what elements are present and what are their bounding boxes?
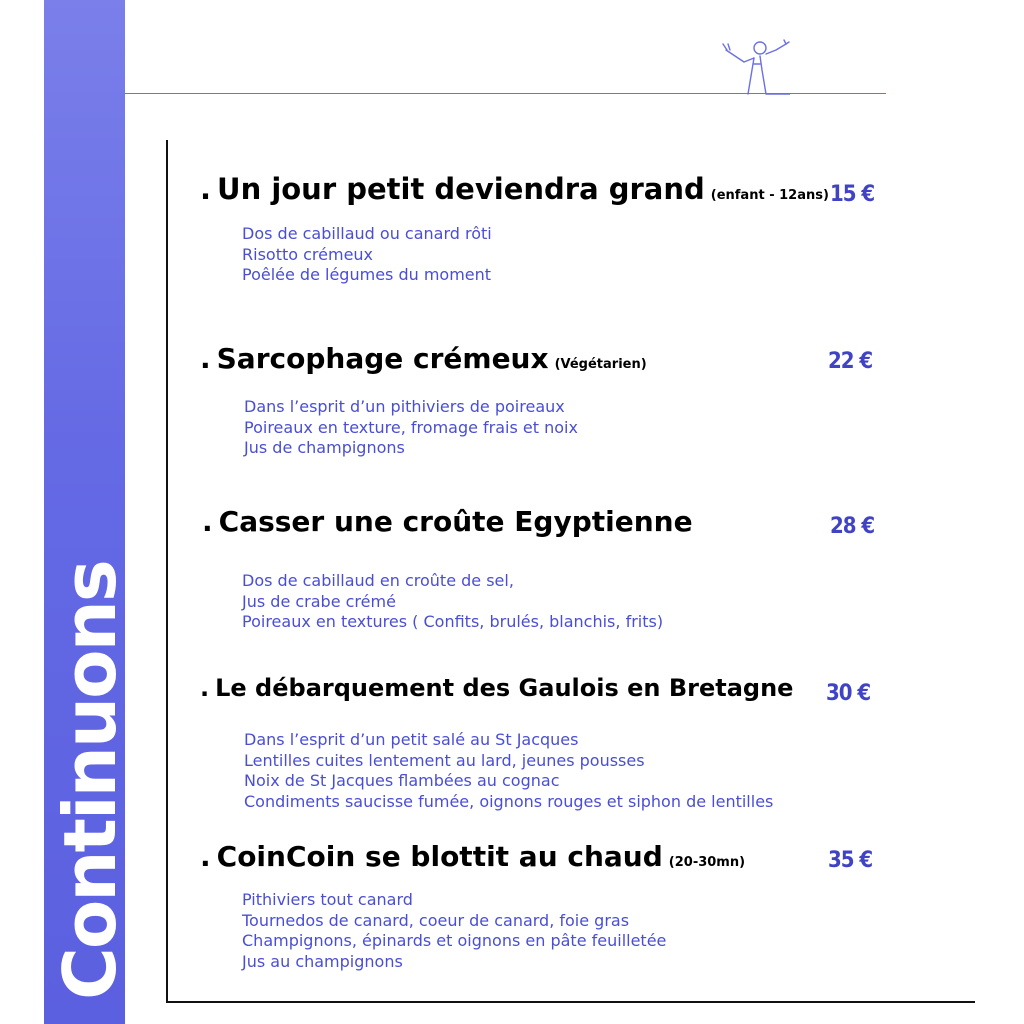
dish-description-line: Jus au champignons	[242, 951, 403, 971]
dish-description-line: Poireaux en texture, fromage frais et noix	[244, 417, 578, 437]
dish-title-text: Sarcophage crémeux	[216, 342, 549, 375]
dish-title: . Un jour petit deviendra grand (enfant - 12ans)	[200, 172, 829, 206]
dish-title: . Le débarquement des Gaulois en Bretagne	[200, 674, 794, 702]
dish-description-line: Lentilles cuites lentement au lard, jeunes pousses	[244, 750, 645, 770]
dish-price: 30 €	[826, 681, 871, 706]
dish-description-line: Jus de champignons	[244, 438, 405, 457]
dish-title: . Casser une croûte Egyptienne	[202, 505, 693, 538]
dish-note: (20-30mn)	[668, 855, 746, 870]
dish-description	[242, 224, 492, 286]
dish-description-line: Champignons, épinards et oignons en pâte feuilletée	[242, 931, 667, 950]
dish-description-line: Dans l’esprit d’un pithiviers de poireaux	[244, 397, 565, 416]
dish-description	[244, 730, 773, 812]
dish-description-line: Poireaux en textures ( Confits, brulés, blanchis, frits)	[242, 612, 664, 631]
dish-title-text: Le débarquement des Gaulois en Bretagne	[215, 674, 794, 702]
dish-title-text: Un jour petit deviendra grand	[217, 172, 705, 206]
dish-title: . CoinCoin se blottit au chaud (20-30mn)	[200, 840, 746, 873]
dish-description	[242, 890, 666, 972]
dish-description-line: Dos de cabillaud ou canard rôti	[242, 224, 492, 243]
dish-price: 22 €	[828, 349, 873, 374]
dish-price: 28 €	[830, 514, 875, 539]
dish-description-line: Poêlée de légumes du moment	[242, 265, 492, 284]
dish-title-text: Casser une croûte Egyptienne	[218, 505, 693, 538]
sidebar-title: Continuons	[48, 561, 132, 1000]
dish-description-line: Noix de St Jacques flambées au cognac	[244, 771, 560, 790]
dish-note: (Végétarien)	[554, 357, 647, 372]
dish-description	[244, 397, 578, 459]
dish-description-line: Risotto crémeux	[242, 244, 374, 264]
dish-title-text: CoinCoin se blottit au chaud	[216, 840, 663, 873]
dish-description-line: Condiments saucisse fumée, oignons rouges et siphon de lentilles	[244, 791, 774, 811]
dish-description-line: Dos de cabillaud en croûte de sel,	[242, 571, 514, 590]
dish-price: 35 €	[828, 848, 873, 873]
dish-description-line: Pithiviers tout canard	[242, 890, 413, 909]
dish-description-line: Jus de crabe crémé	[242, 591, 396, 611]
dish-price: 15 €	[830, 182, 875, 207]
dish-title: . Sarcophage crémeux (Végétarien)	[200, 342, 647, 375]
dish-note: (enfant - 12ans)	[710, 188, 829, 203]
dish-description-line: Dans l’esprit d’un petit salé au St Jacques	[244, 730, 579, 749]
cheering-figure-icon	[718, 36, 790, 96]
frame-left-border	[166, 140, 168, 1002]
dish-description-line: Tournedos de canard, coeur de canard, foie gras	[242, 910, 630, 930]
frame-bottom-border	[166, 1001, 975, 1003]
dish-description	[242, 571, 663, 633]
